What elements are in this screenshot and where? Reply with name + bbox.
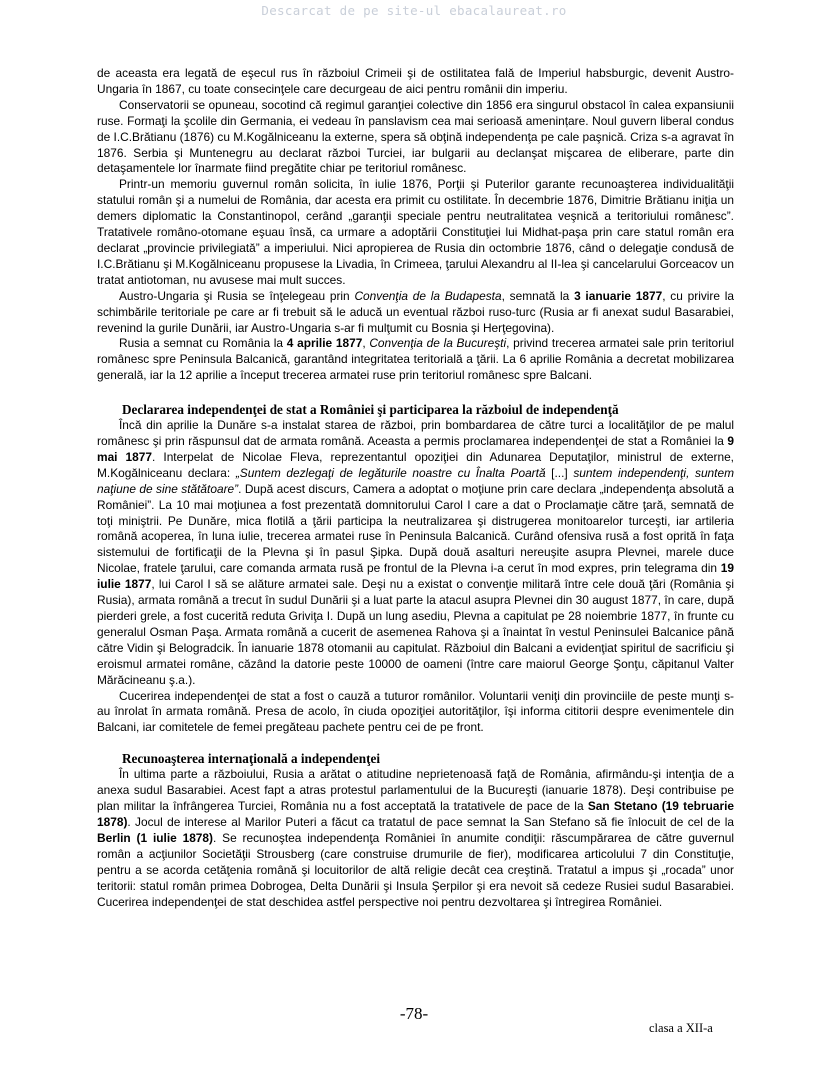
text-segment: , cu privire la schimbările teritoriale pe care ar fi trebuit să le aducă un eventual război ruso-turc (Rusia ar fi anexat sudul Basarabiei, revenind la gurile Dunării, iar Austro-Ungaria s-ar fi mulţumit cu Bosnia şi Herţegovina). bbox=[97, 288, 735, 335]
text-segment: Austro-Ungaria şi Rusia se înţelegeau prin bbox=[119, 288, 355, 303]
bold-date: 19 iulie 1877 bbox=[97, 561, 734, 592]
bold-date: 4 aprilie 1877 bbox=[286, 336, 363, 351]
text-segment: , bbox=[362, 336, 370, 351]
text-segment: Rusia a semnat cu România la bbox=[119, 336, 287, 351]
paragraph-conservatorii: Conservatorii se opuneau, socotind că regimul garanţiei colective din 1856 era singurul obstacol în calea expansiunii ruse. Formaţi la şcolile din Germania, ei vedeau în panslavism cea mai serioasă amenințare. Noul guvern liberal condus de I.C.Brătianu (1876) cu M.Kogălniceanu la externe, spera să obţină independenţa pe cale paşnică. Criza s-a agravat în 1876. Serbia şi Muntenegru au declarat război Turciei, iar bulgarii au declanşat mişcarea de eliberare, parte din detaşamentele lor înarmate fiind pregătite chiar pe teritoriul românesc. bbox=[97, 97, 734, 176]
paragraph-conventia-budapesta bbox=[97, 289, 734, 337]
section-heading-independenta: Declararea independenţei de stat a României şi participarea la războiul de independenţă bbox=[122, 402, 619, 418]
paragraph-continuation: de aceasta era legată de eşecul rus în războiul Crimeii şi de ostilitatea falǎ de Imperiul habsburgic, devenit Austro-Ungaria în 1867, cu toate consecinţele care decurgeau de aici pentru românii din imperiu. bbox=[97, 66, 734, 96]
quote-text: suntem independenţi, suntem naţiune de sine stătătoare” bbox=[97, 465, 734, 496]
text-segment: , semnată la bbox=[501, 288, 575, 303]
text-segment: . Interpelat de Nicolae Fleva, reprezentantul opoziţiei din Adunarea Deputaţilor, ministrul de externe, M.Kogălniceanu declara: bbox=[97, 449, 734, 480]
emphasis-text: Convenţia de la Bucureşti bbox=[369, 336, 507, 351]
text-segment: [...] bbox=[545, 465, 574, 480]
text-segment: , lui Carol I să se alăture armatei sale. Deşi nu a existat o convenţie militară între cele două ţări (România şi Rusia), armata română a trecut în sudul Dunării şi a luat parte la atacul asupra Plevnei din 30 august 1877, în care, după pierderi grele, a fost cucerită reduta Griviţa I. După un lung asediu, Plevna a capitulat pe 28 noiembrie 1877, în frunte cu generalul Osman Paşa. Armata română a cucerit de asemenea Rahova şi a înaintat în vestul Peninsulei Balcanice până către Vidin şi Belogradcik. În ianuarie 1878 otomanii au capitulat. Războiul din Balcani a evidenţiat spiritul de sacrificiu şi eroismul armatei române, căzând la datorie peste 10000 de oameni (între care maiorul George Şonţu, căpitanul Valter Mărăcineanu ş.a.). bbox=[97, 577, 734, 687]
page-number: -78- bbox=[399, 1004, 429, 1023]
text-segment: . Se recunoştea independenţa României în anumite condiţii: răscumpărarea de către guvernul român a acţiunilor Societăţii Strousberg (care construise drumurile de fier), modificarea articolului 7 din Constituţie, pentru a se acorda cetăţenia română şi locuitorilor de altă religie decât cea creştină. Tratatul a impus şi „rocada” unor teritorii: statul român primea Dobrogea, Delta Dunării şi Insula Şerpilor şi era nevoit să cedeze Rusiei sudul Basarabiei. Cucerirea independenţei de stat deschidea astfel perspective noi pentru dezvoltarea şi întregirea României. bbox=[97, 830, 734, 909]
page-content bbox=[97, 66, 734, 910]
bold-date: 3 ianuarie 1877 bbox=[574, 288, 663, 303]
paragraph-conventia-bucuresti bbox=[97, 336, 734, 384]
footer-class-label: clasa a XII-a bbox=[649, 1021, 713, 1035]
bold-date: San Stetano (19 tebruarie 1878) bbox=[97, 799, 734, 829]
bold-date: 9 mai 1877 bbox=[97, 434, 734, 464]
section-heading-recunoastere: Recunoaşterea internaţională a independenţei bbox=[122, 751, 381, 767]
bold-date: Berlin (1 iulie 1878) bbox=[97, 830, 213, 845]
text-segment: Încă din aprilie la Dunăre s-a instalat starea de război, prin bombardarea de către turci a localităţilor de pe malul românesc şi prin răspunsul dat de armata română. Aceasta a permis proclamarea independenţei de stat a României la bbox=[97, 418, 734, 449]
paragraph-cucerirea: Cucerirea independenţei de stat a fost o cauză a tuturor românilor. Voluntarii veniţi din provinciile de peste munţi s-au înrolat în armata română. Presa de acolo, în ciuda opoziţiei autorităţilor, îşi informa cititorii despre evenimentele din Balcani, iar comitetele de femei pregăteau pachete pentru cei de pe front. bbox=[97, 688, 734, 735]
paragraph-declarare-independenta bbox=[97, 418, 734, 688]
paragraph-memoriu: Printr-un memoriu guvernul român solicita, în iulie 1876, Porţii şi Puterilor garante recunoaşterea individualităţii statului român şi a numelui de România, dar acesta era primit cu ostilitate. În decembrie 1876, Dimitrie Brătianu iniţia un demers diplomatic la Constantinopol, cerând „garanţii speciale pentru neutralitatea veşnică a teritoriului românesc”. Tratativele româno-otomane eşuau însă, ca urmare a adoptării Constituţiei lui Midhat-paşa prin care statul român era declarat „provincie privilegiată” a imperiului. Nici apropierea de Rusia din octombrie 1876, când o delegaţie condusă de I.C.Brătianu şi M.Kogălniceanu propusese la Livadia, în Crimeea, ţarului Alexandru al II-lea şi cancelarului Gorceacov un tratat antiotoman, nu avusese mai mult succes. bbox=[97, 177, 734, 287]
text-segment: În ultima parte a războiului, Rusia a arătat o atitudine neprietenoasă faţă de România, afirmându-şi intenţia de a anexa sudul Basarabiei. Acest fapt a atras protestul parlamentului de la Bucureşti (ianuarie 1878). Deşi contribuise pe plan militar la înfrângerea Turciei, România nu a fost acceptată la tratativele de pace de la bbox=[97, 767, 734, 814]
emphasis-text: Convenţia de la Budapesta bbox=[354, 288, 502, 303]
paragraph-recunoastere bbox=[97, 767, 734, 910]
watermark: Descarcat de pe site-ul ebacalaureat.ro bbox=[261, 3, 567, 18]
text-segment: , privind trecerea armatei sale prin teritoriul românesc spre Peninsula Balcanică, garantând integritatea teritorială a ţării. La 6 aprilie România a decretat mobilizarea generală, iar la 12 aprilie a început trecerea armatei ruse prin teritoriul românesc spre Balcani. bbox=[97, 336, 734, 383]
text-segment: . După acest discurs, Camera a adoptat o moţiune prin care declara „independenţa absolută a României”. La 10 mai moţiunea a fost prezentată domnitorului Carol I care a dat o Proclamaţie către ţară, semnată de toţi miniştrii. Pe Dunăre, mica flotilă a ţării participa la neutralizarea şi distrugerea monitoarelor turceşti, iar artileria română acoperea, în luna iulie, trecerea armatei ruse în Peninsula Balcanică. Curând ofensiva rusă a fost oprită în faţa sistemului de fortificaţii de la Plevna şi în pasul Şipka. După două asalturi nereuşite asupra Plevnei, marele duce Nicolae, fratele ţarului, care comanda armata rusă pe frontul de la Plevna i-a cerut în mod expres, prin telegrama din bbox=[97, 481, 734, 576]
text-segment: . Jocul de interese al Marilor Puteri a făcut ca tratatul de pace semnat la San Stefano să fie înlocuit de cel de la bbox=[127, 814, 734, 829]
quote-text: „Suntem dezlegaţi de legăturile noastre cu Înalta Poartă bbox=[235, 465, 546, 480]
